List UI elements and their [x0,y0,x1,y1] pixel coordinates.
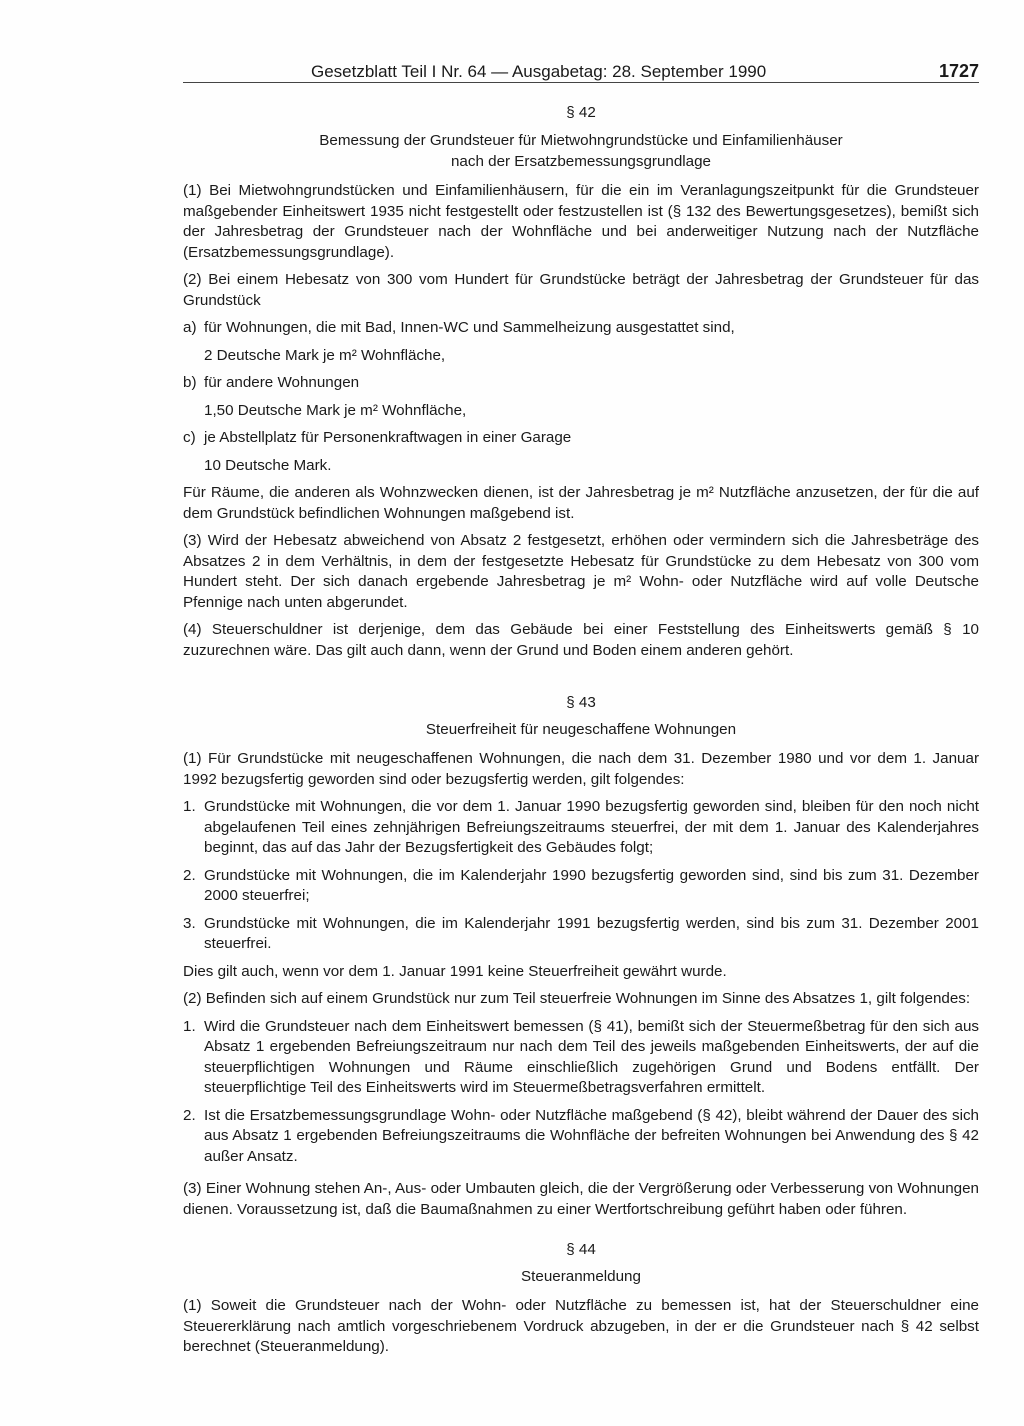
list-marker: b) [183,374,197,391]
section-42 [183,103,979,125]
list-text: Grundstücke mit Wohnungen, die vor dem 1. Januar 1990 bezugsfertig geworden sind, bleiben für den noch nicht abgelaufenen Teil eines zehnjährigen Befreiungszeitraums steuerfrei, der mit dem 1. Januar des Kalenderjahres beginnt, das auf das Jahr der Bezugsfertigkeit des Gebäudes folgt; [204,798,979,856]
list-text: Grundstücke mit Wohnungen, die im Kalenderjahr 1991 bezugsfertig werden, sind bis zum 31. Dezember 2001 steuerfrei. [204,914,979,952]
list-item [183,1106,979,1168]
paragraph: (2) Befinden sich auf einem Grundstück nur zum Teil steuerfreie Wohnungen im Sinne des Absatzes 1, gilt folgendes: [183,990,971,1007]
section-title-cont: nach der Ersatzbemessungsgrundlage [450,152,712,170]
paragraph: Dies gilt auch, wenn vor dem 1. Januar 1991 keine Steuerfreiheit gewährt wurde. [183,962,727,980]
list-item [183,428,979,449]
section-number: § 42 [566,104,596,121]
section-number: § 43 [566,694,596,711]
list-item [183,1017,979,1099]
amount: 1,50 Deutsche Mark je m² Wohnfläche, [204,401,467,419]
list-item [183,914,979,955]
header-rule [183,82,979,83]
list-text: je Abstellplatz für Personenkraftwagen in einer Garage [204,429,572,446]
list-marker: a) [183,319,197,336]
paragraph: (1) Soweit die Grundsteuer nach der Wohn- oder Nutzfläche zu bemessen ist, hat der Steuerschuldner eine Steuererklärung nach amtlich vorgeschriebenem Vordruck abzugeben, in der er die Grundsteuer nach § 42 selbst berechnet (Steueranmeldung). [183,1297,979,1355]
list-marker: 1. [183,1017,196,1035]
section-title: Steueranmeldung [521,1267,641,1285]
paragraph: (2) Bei einem Hebesatz von 300 vom Hundert für Grundstücke beträgt der Jahresbetrag der Grundsteuer für das Grundstück [183,271,979,309]
paragraph: (4) Steuerschuldner ist derjenige, dem das Gebäude bei einer Feststellung des Einheitswerts gemäß § 10 zuzurechnen wäre. Das gilt auch dann, wenn der Grund und Boden einem anderen gehört. [183,621,979,659]
list-item [183,373,979,394]
list-item [183,866,979,907]
list-item [183,318,979,339]
paragraph: (3) Wird der Hebesatz abweichend von Absatz 2 festgesetzt, erhöhen oder vermindern sich die Jahresbeträge des Absatzes 2 in dem Verhältnis, in dem der festgesetzte Hebesatz für Grundstücke zu dem Hebesatz von 300 vom Hundert steht. Der sich danach ergebende Jahresbetrag je m² Wohn- oder Nutzfläche wird auf volle Deutsche Pfennige nach unten abgerundet. [183,532,979,611]
paragraph: (1) Bei Mietwohngrundstücken und Einfamilienhäusern, für die ein im Veranlagungszeitpunkt für die Grundsteuer maßgebender Einheitswert 1935 nicht festgestellt oder festzustellen ist (§ 132 des Bewertungsgesetzes), bemißt sich der Jahresbetrag der Grundsteuer nach der Wohnfläche und bei anderweitiger Nutzung nach der Nutzfläche (Ersatzbemessungsgrundlage). [183,182,979,261]
list-text: Wird die Grundsteuer nach dem Einheitswert bemessen (§ 41), bemißt sich der Steuermeßbetrag für den sich aus Absatz 1 ergebenden Befreiungszeitraum nur nach dem Teil des jeweils maßgebenden Einheitswerts, der auf die steuerpflichtigen Wohnungen und Räume einschließlich zugehörigen Grund und Bodens entfällt. Der steuerpflichtige Teil des Einheitswerts wird im Steuermeßbetragsverfahren ermittelt. [204,1017,979,1096]
list-text: für andere Wohnungen [204,374,360,391]
section-title: Bemessung der Grundsteuer für Mietwohngrundstücke und Einfamilienhäuser [319,132,843,149]
amount: 2 Deutsche Mark je m² Wohnfläche, [204,346,446,364]
page-number: 1727 [938,61,979,81]
amount: 10 Deutsche Mark. [204,456,332,474]
running-title: Gesetzblatt Teil I Nr. 64 — Ausgabetag: 28. September 1990 [311,62,767,81]
paragraph: Für Räume, die anderen als Wohnzwecken dienen, ist der Jahresbetrag je m² Nutzfläche anzusetzen, der für die auf dem Grundstück befindlichen Wohnungen maßgebend ist. [183,484,979,522]
section-number: § 44 [566,1241,596,1258]
list-marker: c) [183,429,196,446]
list-item [183,797,979,859]
list-marker: 3. [183,914,196,932]
list-marker: 2. [183,866,196,884]
section-title: Steuerfreiheit für neugeschaffene Wohnungen [425,720,737,738]
document-body [183,103,979,1365]
list-text: Ist die Ersatzbemessungsgrundlage Wohn- oder Nutzfläche maßgebend (§ 42), bleibt während der Dauer des sich aus Absatz 1 ergebenden Befreiungszeitraums die Wohnfläche der befreiten Wohnungen bei Anwendung des § 42 außer Ansatz. [204,1106,979,1165]
paragraph: (1) Für Grundstücke mit neugeschaffenen Wohnungen, die nach dem 31. Dezember 1980 und vor dem 1. Januar 1992 bezugsfertig geworden sind oder bezugsfertig werden, gilt folgendes: [183,750,979,788]
list-marker: 2. [183,1106,196,1124]
page-header [183,62,979,84]
list-text: Grundstücke mit Wohnungen, die im Kalenderjahr 1990 bezugsfertig geworden sind, sind bis zum 31. Dezember 2000 steuerfrei; [204,866,979,904]
list-text: für Wohnungen, die mit Bad, Innen-WC und Sammelheizung ausgestattet sind, [204,319,735,336]
list-marker: 1. [183,798,196,815]
paragraph: (3) Einer Wohnung stehen An-, Aus- oder Umbauten gleich, die der Vergrößerung oder Verbesserung von Wohnungen dienen. Voraussetzung ist, daß die Baumaßnahmen zu einer Wertfortschreibung geführt haben oder führen. [183,1180,979,1218]
